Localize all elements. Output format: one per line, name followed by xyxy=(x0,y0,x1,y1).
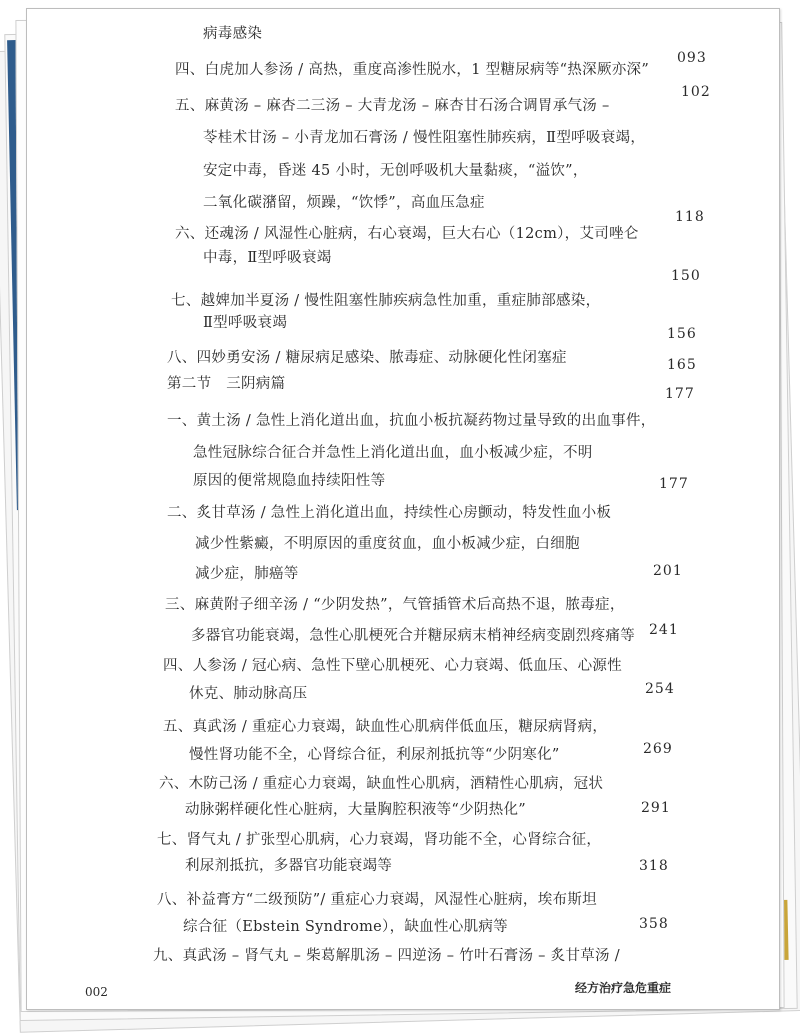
toc-line: 病毒感染 xyxy=(203,26,263,42)
toc-line: 六、木防己汤 / 重症心力衰竭，缺血性心肌病，酒精性心肌病，冠状 xyxy=(159,776,604,792)
toc-page-number: 093 xyxy=(677,50,707,66)
toc-line: 减少性紫癜，不明原因的重度贫血，血小板减少症，白细胞 xyxy=(195,536,580,552)
toc-line: 六、还魂汤 / 风湿性心脏病，右心衰竭，巨大右心（12cm），艾司唑仑 xyxy=(175,226,639,242)
footer-book-title: 经方治疗急危重症 xyxy=(575,981,672,995)
toc-line: 四、人参汤 / 冠心病、急性下壁心肌梗死、心力衰竭、低血压、心源性 xyxy=(163,658,623,674)
toc-page-number: 318 xyxy=(639,858,669,874)
toc-page-number: 254 xyxy=(645,681,675,697)
toc-line: 多器官功能衰竭，急性心肌梗死合并糖尿病末梢神经病变剧烈疼痛等 xyxy=(191,628,635,644)
toc-page-number: 150 xyxy=(671,268,701,284)
toc-page-number: 165 xyxy=(667,357,697,373)
toc-line: 一、黄土汤 / 急性上消化道出血，抗血小板抗凝药物过量导致的出血事件， xyxy=(167,413,656,429)
toc-page xyxy=(26,8,780,1010)
toc-page-number: 201 xyxy=(653,563,683,579)
toc-line: 八、四妙勇安汤 / 糖尿病足感染、脓毒症、动脉硬化性闭塞症 xyxy=(167,350,567,366)
toc-line: 原因的便常规隐血持续阳性等 xyxy=(193,473,386,489)
toc-page-number: 241 xyxy=(649,622,679,638)
toc-line: 动脉粥样硬化性心脏病，大量胸腔积液等“少阴热化” xyxy=(185,802,527,818)
toc-line: 慢性肾功能不全，心肾综合征，利尿剂抵抗等“少阴寒化” xyxy=(189,747,560,763)
toc-page-number: 269 xyxy=(643,741,673,757)
toc-line: 苓桂术甘汤 – 小青龙加石膏汤 / 慢性阻塞性肺疾病，Ⅱ型呼吸衰竭， xyxy=(203,130,646,146)
toc-page-number: 291 xyxy=(641,800,671,816)
toc-line: 五、真武汤 / 重症心力衰竭，缺血性心肌病伴低血压，糖尿病肾病， xyxy=(163,719,608,735)
toc-page-number: 358 xyxy=(639,916,669,932)
toc-line: 八、补益膏方“二级预防”/ 重症心力衰竭，风湿性心脏病，埃布斯坦 xyxy=(157,892,597,908)
toc-page-number: 102 xyxy=(681,84,711,100)
toc-line: 五、麻黄汤 – 麻杏二三汤 – 大青龙汤 – 麻杏甘石汤合调胃承气汤 – xyxy=(175,98,610,114)
toc-line: 七、越婢加半夏汤 / 慢性阻塞性肺疾病急性加重，重症肺部感染， xyxy=(171,293,601,309)
toc-line: 中毒，Ⅱ型呼吸衰竭 xyxy=(203,250,332,266)
toc-line: 利尿剂抵抗，多器官功能衰竭等 xyxy=(185,858,393,874)
toc-line: 九、真武汤 – 肾气丸 – 柴葛解肌汤 – 四逆汤 – 竹叶石膏汤 – 炙甘草汤 / xyxy=(153,948,620,964)
toc-line: 急性冠脉综合征合并急性上消化道出血，血小板减少症，不明 xyxy=(193,445,593,461)
toc-line: 安定中毒，昏迷 45 小时，无创呼吸机大量黏痰，“溢饮”， xyxy=(203,163,588,179)
toc-page-number: 177 xyxy=(665,386,695,402)
toc-line: 四、白虎加人参汤 / 高热，重度高渗性脱水，1 型糖尿病等“热深厥亦深” xyxy=(175,62,650,78)
toc-page-number: 156 xyxy=(667,326,697,342)
toc-line: 减少症，肺癌等 xyxy=(195,566,299,582)
toc-line: 三、麻黄附子细辛汤 / “少阴发热”，气管插管术后高热不退，脓毒症， xyxy=(165,597,625,613)
toc-line: 二、炙甘草汤 / 急性上消化道出血，持续性心房颤动，特发性血小板 xyxy=(167,505,612,521)
toc-page-number: 118 xyxy=(675,209,705,225)
toc-line: 二氧化碳潴留，烦躁，“饮悸”，高血压急症 xyxy=(203,195,485,211)
toc-line: 休克、肺动脉高压 xyxy=(189,686,308,702)
toc-line: Ⅱ型呼吸衰竭 xyxy=(203,315,288,331)
section-heading: 第二节 三阴病篇 xyxy=(167,376,286,392)
footer-page-number: 002 xyxy=(85,985,108,999)
toc-line: 七、肾气丸 / 扩张型心肌病，心力衰竭，肾功能不全，心肾综合征， xyxy=(157,832,602,848)
toc-line: 综合征（Ebstein Syndrome），缺血性心肌病等 xyxy=(183,919,508,935)
toc-page-number: 177 xyxy=(659,476,689,492)
